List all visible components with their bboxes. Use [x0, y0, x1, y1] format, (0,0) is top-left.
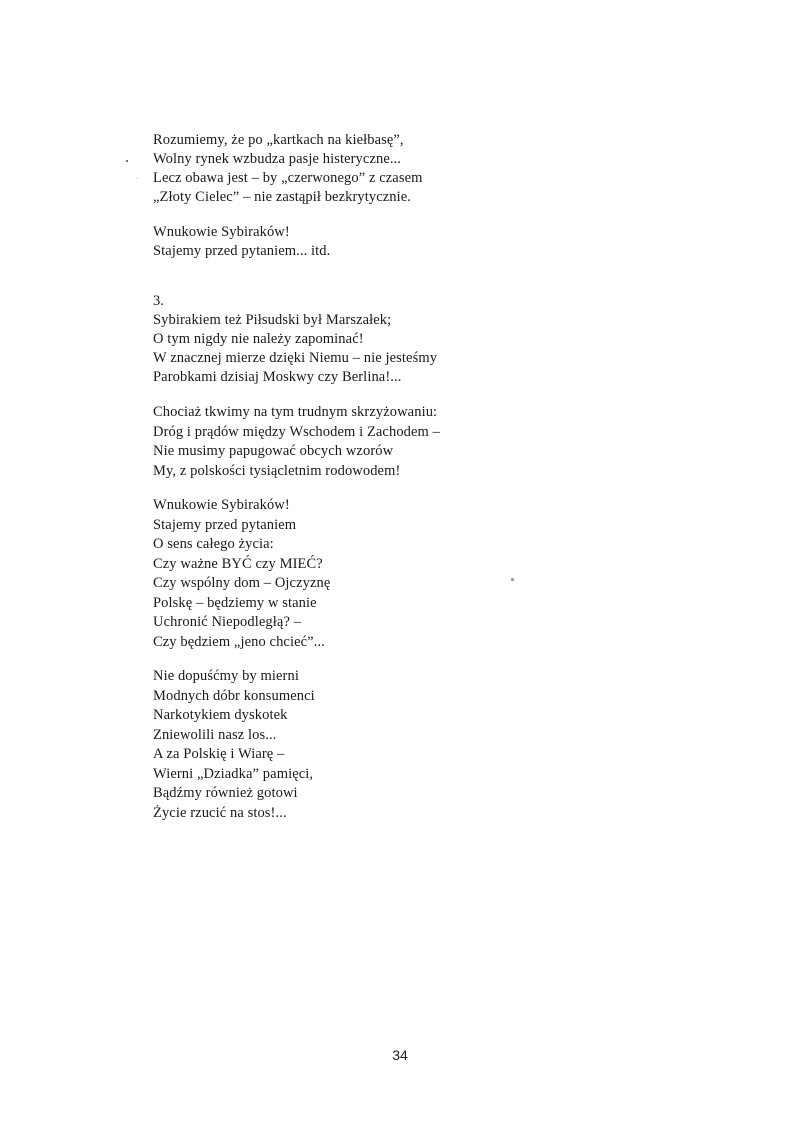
scan-speck: [126, 160, 128, 162]
page-number: 34: [392, 1047, 408, 1063]
verse-line: Wierni „Dziadka” pamięci,: [153, 765, 314, 782]
verse-line: Modnych dóbr konsumenci: [153, 687, 315, 704]
verse-line: Parobkami dzisiaj Moskwy czy Berlina!...: [153, 369, 402, 385]
verse-line: O tym nigdy nie należy zapominać!: [153, 331, 364, 347]
stanza-3b: [153, 403, 533, 481]
stanza-4-refrain: [153, 496, 533, 652]
verse-line: „Złoty Cielec” – nie zastąpił bezkrytycznie.: [153, 189, 412, 205]
verse-line: My, z polskości tysiącletnim rodowodem!: [153, 462, 401, 479]
verse-line: Nie dopuśćmy by mierni: [153, 668, 299, 684]
verse-line: Stajemy przed pytaniem... itd.: [153, 243, 331, 259]
stanza-3a: [153, 311, 533, 387]
stanza-5: [153, 667, 533, 823]
verse-line: Lecz obawa jest – by „czerwonego” z czasem: [153, 170, 423, 186]
verse-line: Chociaż tkwimy na tym trudnym skrzyżowaniu:: [153, 404, 438, 420]
verse-line: Stajemy przed pytaniem: [153, 516, 297, 533]
scan-speck: [136, 178, 137, 179]
verse-line: Czy będziem „jeno chcieć”...: [153, 633, 325, 650]
stanza-2-refrain: [153, 223, 533, 261]
verse-line: Wnukowie Sybiraków!: [153, 497, 290, 513]
verse-line: Zniewolili nasz los...: [153, 726, 277, 743]
verse-line: Wolny rynek wzbudza pasje histeryczne...: [153, 151, 402, 167]
verse-line: W znacznej mierze dzięki Niemu – nie jesteśmy: [153, 350, 438, 366]
verse-line: Życie rzucić na stos!...: [153, 804, 287, 821]
verse-line: Polskę – będziemy w stanie: [153, 594, 317, 611]
verse-line: A za Polskię i Wiarę –: [153, 746, 285, 762]
stanza-1: [153, 131, 533, 207]
verse-line: Bądźmy również gotowi: [153, 785, 298, 801]
section-number: 3.: [153, 293, 164, 309]
verse-line: O sens całego życia:: [153, 536, 274, 552]
verse-line: Wnukowie Sybiraków!: [153, 224, 290, 240]
verse-line: Narkotykiem dyskotek: [153, 707, 288, 723]
poem-body: [153, 131, 533, 823]
verse-line: Nie musimy papugować obcych wzorów: [153, 443, 394, 459]
verse-line: Rozumiemy, że po „kartkach na kiełbasę”,: [153, 132, 404, 148]
verse-line: Czy ważne BYĆ czy MIEĆ?: [153, 555, 323, 572]
verse-line: Dróg i prądów między Wschodem i Zachodem –: [153, 423, 441, 440]
verse-line: Uchronić Niepodległą? –: [153, 614, 302, 630]
verse-line: Sybirakiem też Piłsudski był Marszałek;: [153, 312, 392, 328]
verse-line: Czy wspólny dom – Ojczyznę: [153, 575, 331, 591]
